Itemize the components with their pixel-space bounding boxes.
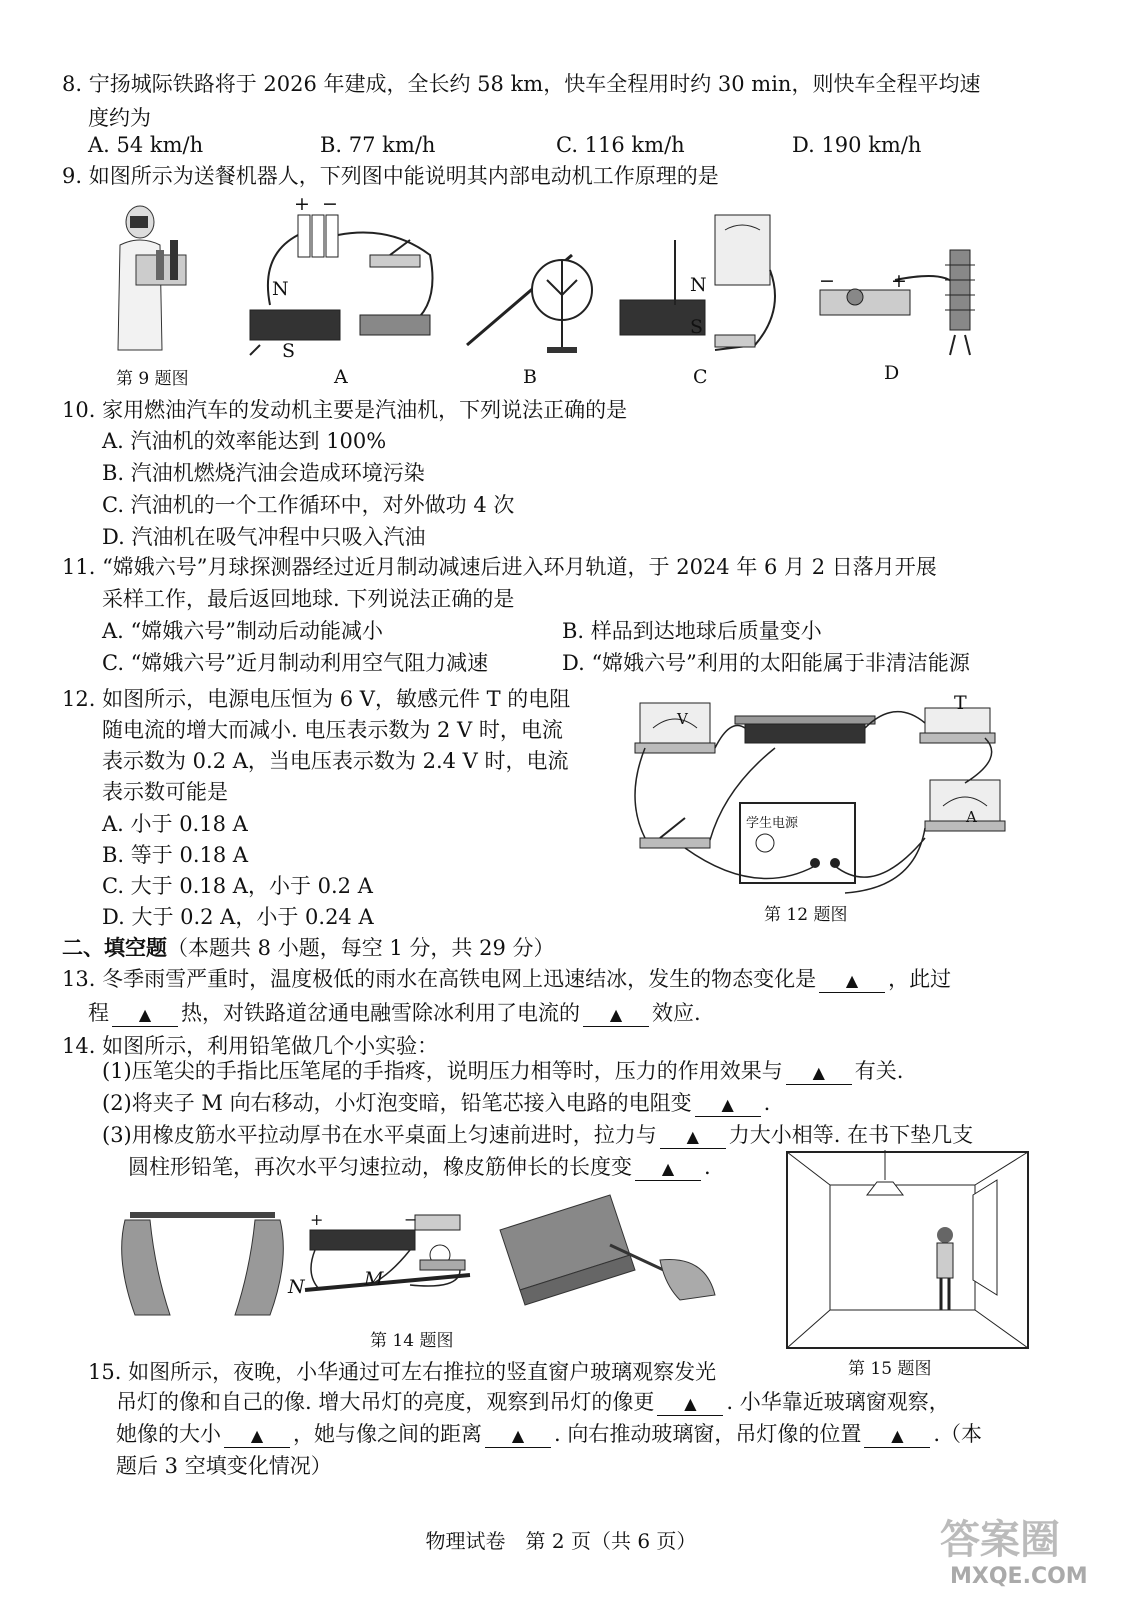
- q15-line2: [116, 1388, 950, 1416]
- q10-option-c: C. 汽油机的一个工作循环中，对外做功 4 次: [102, 493, 515, 517]
- option-label-b: B: [523, 366, 537, 388]
- option-label-d: D: [884, 362, 900, 384]
- q12-line2: 随电流的增大而减小. 电压表示数为 2 V 时，电流: [102, 718, 563, 742]
- figure-a: [240, 195, 445, 360]
- fig14-plus-label: +: [310, 1210, 324, 1229]
- fig-a-plus-label: +: [294, 193, 310, 215]
- section-2-heading: [62, 934, 555, 962]
- fig-c-s-label: S: [690, 316, 704, 338]
- q15-text-4: ，她与像之间的距离: [293, 1422, 482, 1446]
- q8-line1: 8. 宁扬城际铁路将于 2026 年建成，全长约 58 km，快车全程用时约 30 min，则快车全程平均速: [62, 72, 981, 96]
- q15-text-6: .（本: [933, 1422, 983, 1446]
- fig14-m-label: M: [364, 1268, 384, 1290]
- q15-blank-4[interactable]: ▲: [864, 1425, 930, 1448]
- q14-sub2-text: (2)将夹子 M 向右移动，小灯泡变暗，铅笔芯接入电路的电阻变: [102, 1091, 692, 1115]
- q13-line1: [62, 965, 951, 993]
- q12-caption: 第 12 题图: [764, 905, 848, 925]
- watermark-url: MXQE.COM: [950, 1564, 1088, 1588]
- q11-option-d: D. “嫦娥六号”利用的太阳能属于非清洁能源: [562, 651, 970, 675]
- option-label-a: A: [334, 366, 348, 388]
- q11-line1: 11. “嫦娥六号”月球探测器经过近月制动减速后进入环月轨道，于 2024 年 6 月 2 日落月开展: [62, 555, 937, 579]
- q14-sub3-cont: [128, 1153, 711, 1181]
- q13-text-2: ，此过: [888, 967, 952, 991]
- q13-text-1: 13. 冬季雨雪严重时，温度极低的雨水在高铁电网上迅速结冰，发生的物态变化是: [62, 967, 817, 991]
- fig-d-minus-label: −: [819, 270, 835, 292]
- section-2-title: 二、填空题: [62, 935, 167, 960]
- fig12-ammeter-label: A: [966, 808, 977, 826]
- q10-option-b: B. 汽油机燃烧汽油会造成环境污染: [102, 461, 425, 485]
- q14-sub2-end: .: [763, 1091, 771, 1115]
- q15-caption: 第 15 题图: [848, 1359, 932, 1379]
- figure-d: [805, 235, 985, 360]
- q15-blank-3[interactable]: ▲: [485, 1425, 551, 1448]
- q12-line3: 表示数为 0.2 A，当电压表示数为 2.4 V 时，电流: [102, 749, 569, 773]
- fig-d-plus-label: +: [891, 270, 907, 292]
- q15-blank-2[interactable]: ▲: [224, 1425, 290, 1448]
- q13-blank-3[interactable]: ▲: [583, 1004, 649, 1027]
- q15-line4: 题后 3 空填变化情况）: [116, 1454, 332, 1478]
- q14-sub3: [102, 1121, 973, 1149]
- figure-b: [462, 235, 602, 360]
- q15-text-5: . 向右推动玻璃窗，吊灯像的位置: [554, 1422, 862, 1446]
- q8-line2: 度约为: [88, 106, 151, 130]
- q9-caption: 第 9 题图: [116, 369, 189, 389]
- q14-sub1-end: 有关.: [854, 1059, 904, 1083]
- page-footer: 物理试卷 第 2 页（共 6 页）: [425, 1529, 697, 1553]
- q12-option-d: D. 大于 0.2 A，小于 0.24 A: [102, 905, 374, 929]
- q15-line3: [116, 1420, 982, 1448]
- book-rubber-band-figure: [490, 1185, 725, 1315]
- pencil-pressing-figure: [110, 1190, 295, 1320]
- q14-sub3-end: .: [704, 1155, 711, 1179]
- q12-line4: 表示数可能是: [102, 780, 228, 804]
- fig14-minus-label: −: [404, 1210, 418, 1229]
- q13-text-4: 热，对铁路道岔通电融雪除冰利用了电流的: [181, 1001, 580, 1025]
- q13-blank-1[interactable]: ▲: [819, 970, 885, 993]
- q13-text-5: 效应.: [652, 1001, 701, 1025]
- q15-blank-1[interactable]: ▲: [657, 1393, 723, 1416]
- q11-option-a: A. “嫦娥六号”制动后动能减小: [102, 619, 383, 643]
- option-label-c: C: [693, 366, 708, 388]
- q14-blank-4[interactable]: ▲: [635, 1158, 701, 1181]
- q15-line1: 15. 如图所示，夜晚，小华通过可左右推拉的竖直窗户玻璃观察发光: [88, 1360, 717, 1384]
- fig12-power-supply-label: 学生电源: [746, 816, 799, 831]
- q14-blank-1[interactable]: ▲: [786, 1062, 852, 1085]
- q9-question: 9. 如图所示为送餐机器人，下列图中能说明其内部电动机工作原理的是: [62, 164, 719, 188]
- q11-line2: 采样工作，最后返回地球. 下列说法正确的是: [102, 587, 515, 611]
- fig-a-minus-label: −: [322, 193, 338, 215]
- q14-sub2: [102, 1089, 770, 1117]
- q10-option-d: D. 汽油机在吸气冲程中只吸入汽油: [102, 525, 426, 549]
- q11-option-c: C. “嫦娥六号”近月制动利用空气阻力减速: [102, 651, 489, 675]
- fig14-n-label: N: [288, 1276, 305, 1298]
- q10-option-a: A. 汽油机的效率能达到 100%: [102, 429, 387, 453]
- fig-a-s-label: S: [282, 340, 296, 362]
- q14-sub1-text: (1)压笔尖的手指比压笔尾的手指疼，说明压力相等时，压力的作用效果与: [102, 1059, 783, 1083]
- q14-intro: 14. 如图所示，利用铅笔做几个小实验：: [62, 1034, 439, 1058]
- robot-figure: [100, 200, 210, 360]
- q12-option-a: A. 小于 0.18 A: [102, 812, 248, 836]
- q14-sub3-text-3: 圆柱形铅笔，再次水平匀速拉动，橡皮筋伸长的长度变: [128, 1155, 632, 1179]
- q14-sub3-text: (3)用橡皮筋水平拉动厚书在水平桌面上匀速前进时，拉力与: [102, 1123, 657, 1147]
- pencil-circuit-figure: [300, 1195, 475, 1315]
- q10-question: 10. 家用燃油汽车的发动机主要是汽油机，下列说法正确的是: [62, 398, 628, 422]
- q12-option-b: B. 等于 0.18 A: [102, 843, 249, 867]
- q13-text-3: 程: [88, 1001, 109, 1025]
- q13-blank-2[interactable]: ▲: [112, 1004, 178, 1027]
- q14-sub3-text-2: 力大小相等. 在书下垫几支: [728, 1123, 974, 1147]
- q14-caption: 第 14 题图: [370, 1331, 454, 1351]
- q15-text-2: . 小华靠近玻璃窗观察，: [726, 1390, 950, 1414]
- q14-sub1: [102, 1057, 903, 1085]
- q15-text-1: 吊灯的像和自己的像. 增大吊灯的亮度，观察到吊灯的像更: [116, 1390, 655, 1414]
- q14-blank-2[interactable]: ▲: [695, 1094, 761, 1117]
- q8-option-c: C. 116 km/h: [556, 133, 685, 157]
- q8-option-b: B. 77 km/h: [320, 133, 436, 157]
- q15-text-3: 她像的大小: [116, 1422, 221, 1446]
- q12-line1: 12. 如图所示，电源电压恒为 6 V，敏感元件 T 的电阻: [62, 687, 571, 711]
- watermark-logo: [930, 1508, 1110, 1588]
- watermark-logo-text: 答案圈: [940, 1517, 1060, 1563]
- q8-option-d: D. 190 km/h: [792, 133, 922, 157]
- q11-option-b: B. 样品到达地球后质量变小: [562, 619, 822, 643]
- fig12-t-label: T: [954, 692, 967, 714]
- q14-blank-3[interactable]: ▲: [660, 1126, 726, 1149]
- fig12-voltmeter-label: V: [677, 710, 688, 728]
- section-2-note: （本题共 8 小题，每空 1 分，共 29 分）: [167, 936, 555, 960]
- fig-c-n-label: N: [690, 274, 707, 296]
- q12-option-c: C. 大于 0.18 A，小于 0.2 A: [102, 874, 373, 898]
- q13-line2: [88, 999, 701, 1027]
- fig-a-n-label: N: [272, 278, 289, 300]
- q8-option-a: A. 54 km/h: [88, 133, 204, 157]
- room-window-figure: [785, 1150, 1030, 1350]
